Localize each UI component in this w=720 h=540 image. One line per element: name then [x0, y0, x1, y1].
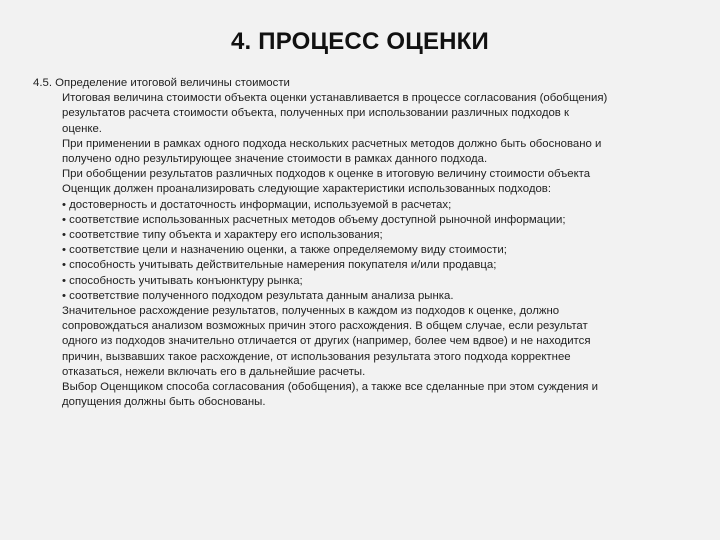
text-line: Значительное расхождение результатов, полученных в каждом из подходов к оценке, должно	[62, 305, 560, 318]
text-line: допущения должны быть обоснованы.	[62, 396, 266, 409]
text-line: Итоговая величина стоимости объекта оценки устанавливается в процессе согласования (обобщения)	[62, 92, 608, 105]
text-line: отказаться, нежели включать его в дальнейшие расчеты.	[62, 365, 366, 378]
text-line: Выбор Оценщиком способа согласования (обобщения), а также все сделанные при этом суждения и	[62, 381, 598, 394]
text-line: причин, вызвавших такое расхождение, от использования результата этого подхода корректнее	[62, 350, 571, 363]
text-line: • соответствие использованных расчетных методов объему доступной рыночной информации;	[62, 213, 566, 226]
text-line: • соответствие цели и назначению оценки, а также определяемому виду стоимости;	[62, 244, 507, 257]
text-line: 4.5. Определение итоговой величины стоимости	[33, 77, 290, 89]
text-line: одного из подходов значительно отличается от других (например, более чем вдвое) и не находится	[62, 335, 591, 348]
text-line: оценке.	[62, 122, 102, 135]
text-line: Оценщик должен проанализировать следующие характеристики использованных подходов:	[62, 183, 552, 196]
text-line: • соответствие полученного подходом результата данным анализа рынка.	[62, 289, 454, 302]
slide-title: 4. ПРОЦЕСС ОЦЕНКИ	[230, 28, 489, 55]
text-line: • соответствие типу объекта и характеру его использования;	[62, 229, 383, 242]
text-line: • способность учитывать действительные намерения покупателя и/или продавца;	[62, 259, 497, 272]
text-line: • способность учитывать конъюнктуру рынка;	[62, 274, 303, 287]
text-line: При применении в рамках одного подхода нескольких расчетных методов должно быть обосновано и	[62, 137, 602, 150]
text-line: результатов расчета стоимости объекта, полученных при использовании различных подходов к	[62, 107, 569, 120]
text-line: • достоверность и достаточность информации, используемой в расчетах;	[62, 198, 452, 211]
text-line: сопровождаться анализом возможных причин этого расхождения. В общем случае, если результат	[62, 320, 588, 333]
slide-body	[33, 76, 693, 410]
text-line: получено одно результирующее значение стоимости в рамках данного подхода.	[62, 153, 488, 166]
text-line: При обобщении результатов различных подходов к оценке в итоговую величину стоимости объекта	[62, 168, 591, 181]
